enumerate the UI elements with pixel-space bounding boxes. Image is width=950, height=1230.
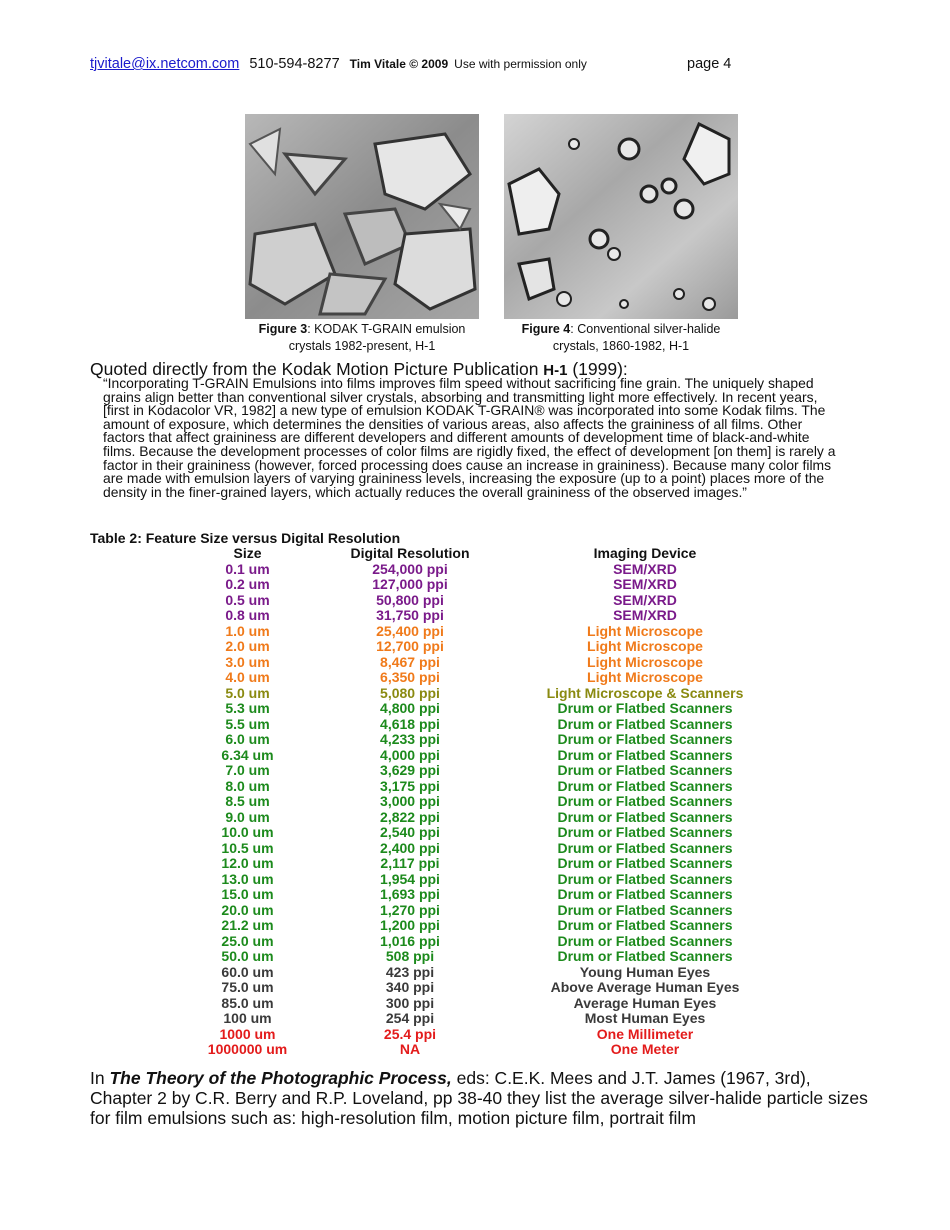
cell-resolution: 340 ppi xyxy=(385,979,435,995)
header-size: Size xyxy=(233,545,262,561)
cell-resolution: 1,270 ppi xyxy=(380,901,440,918)
cell-device: Drum or Flatbed Scanners xyxy=(557,901,733,918)
cell-device: Drum or Flatbed Scanners xyxy=(557,715,733,732)
cell-size: 75.0 um xyxy=(221,979,274,995)
table-header-row xyxy=(200,546,765,562)
quote-intro-year: (1999): xyxy=(567,359,628,379)
table-row xyxy=(200,965,765,981)
cell-resolution: 25.4 ppi xyxy=(383,1025,437,1042)
figure-3-label: Figure 3 xyxy=(258,322,308,336)
figure-4 xyxy=(504,114,738,355)
table-caption: Table 2: Feature Size versus Digital Resolution xyxy=(90,530,401,546)
cell-device: SEM/XRD xyxy=(613,607,677,623)
table-row xyxy=(200,655,765,671)
table-row xyxy=(200,872,765,888)
cell-resolution: 254 ppi xyxy=(385,1010,435,1026)
cell-resolution: 2,117 ppi xyxy=(380,855,440,871)
cell-device: Drum or Flatbed Scanners xyxy=(557,777,733,794)
cell-size: 5.0 um xyxy=(225,684,270,701)
quote-intro-text: Quoted directly from the Kodak Motion Picture Publication xyxy=(90,359,544,379)
resolution-table xyxy=(200,546,765,1058)
table-row xyxy=(200,887,765,903)
table-row xyxy=(200,810,765,826)
cell-resolution: 2,400 ppi xyxy=(380,839,440,856)
cell-resolution: 4,000 ppi xyxy=(380,746,440,763)
cell-device: Light Microscope xyxy=(587,669,703,685)
cell-resolution: 25,400 ppi xyxy=(376,622,444,639)
cell-resolution: 1,693 ppi xyxy=(380,886,440,902)
cell-resolution: 423 ppi xyxy=(385,963,435,980)
cell-resolution: 3,175 ppi xyxy=(380,777,440,794)
table-row xyxy=(200,639,765,655)
cell-resolution: 5,080 ppi xyxy=(380,684,440,701)
cell-size: 5.5 um xyxy=(225,715,270,732)
table-row xyxy=(200,779,765,795)
table-row xyxy=(200,562,765,578)
page-header xyxy=(90,56,770,76)
table-row xyxy=(200,949,765,965)
cell-device: SEM/XRD xyxy=(613,591,677,608)
cell-device: Drum or Flatbed Scanners xyxy=(557,793,733,809)
cell-device: Drum or Flatbed Scanners xyxy=(557,917,733,933)
email-link[interactable]: tjvitale@ix.netcom.com xyxy=(90,56,240,72)
quote-intro-publication: H-1 xyxy=(543,362,568,379)
kodak-quote: “Incorporating T-GRAIN Emulsions into films improves film speed without sacrificing fine grain. The uniquely shaped grains align better than conventional silver crystals, absorbing and transmitting light more effectively. In recent years, [first in Kodacolor VR, 1982] a new type of emulsion KODAK T-GRAIN® was incorporated into some Kodak films. The amount of exposure, which determines the densities of various areas, also affects the graininess of all films. Other factors that affect graininess are different developers and different amounts of development time of black-and-white films. Because the development processes of color films are rigidly fixed, the effect of development [on them] is rarely a factor in their graininess (however, forced processing does cause an increase in graininess). Because many color films are made with emulsion layers of varying graininess levels, increasing the exposure (up to a point) places more of the density in the finer-grained layers, which actually reduces the overall graininess of the observed images.” xyxy=(103,375,836,500)
cell-resolution: 3,629 ppi xyxy=(380,762,440,778)
cell-device: Light Microscope & Scanners xyxy=(546,684,744,701)
figure-4-caption xyxy=(504,321,738,355)
cell-device: One Millimeter xyxy=(596,1025,694,1042)
permission-note: Use with permission only xyxy=(454,57,587,71)
table-row xyxy=(200,934,765,950)
cell-resolution: 1,200 ppi xyxy=(380,917,440,933)
cell-device: Drum or Flatbed Scanners xyxy=(557,746,733,763)
phone-number: 510-594-8277 xyxy=(249,56,340,72)
cell-size: 25.0 um xyxy=(221,932,274,949)
cell-size: 0.5 um xyxy=(225,591,270,608)
figure-3-caption-line1: : KODAK T-GRAIN emulsion xyxy=(307,322,466,336)
cell-size: 8.5 um xyxy=(225,793,270,809)
cell-resolution: 127,000 ppi xyxy=(372,576,448,592)
table-row xyxy=(200,732,765,748)
cell-size: 1000 um xyxy=(219,1025,276,1042)
page-number: page 4 xyxy=(687,56,732,72)
cell-size: 2.0 um xyxy=(225,638,270,654)
cell-size: 60.0 um xyxy=(221,963,274,980)
figure-3-caption xyxy=(245,321,479,355)
t-grain-crystals-photo xyxy=(245,114,479,319)
cell-resolution: 50,800 ppi xyxy=(376,591,444,608)
cell-size: 0.2 um xyxy=(225,576,270,592)
table-row xyxy=(200,1011,765,1027)
table-row xyxy=(200,763,765,779)
table-row xyxy=(200,980,765,996)
cell-size: 50.0 um xyxy=(221,948,274,964)
table-row xyxy=(200,748,765,764)
header-resolution: Digital Resolution xyxy=(350,545,470,561)
table-row xyxy=(200,593,765,609)
cell-resolution: 3,000 ppi xyxy=(380,793,440,809)
cell-resolution: 2,822 ppi xyxy=(380,808,440,825)
cell-resolution: 2,540 ppi xyxy=(380,824,440,840)
cell-device: Drum or Flatbed Scanners xyxy=(557,731,733,747)
cell-resolution: 300 ppi xyxy=(385,994,435,1011)
cell-device: Drum or Flatbed Scanners xyxy=(557,932,733,949)
table-row xyxy=(200,903,765,919)
cell-device: Drum or Flatbed Scanners xyxy=(557,700,733,716)
cell-device: Drum or Flatbed Scanners xyxy=(557,948,733,964)
cell-device: SEM/XRD xyxy=(613,576,677,592)
body-paragraph xyxy=(90,1068,870,1128)
cell-device: One Meter xyxy=(610,1041,680,1057)
cell-device: Average Human Eyes xyxy=(573,994,717,1011)
table-row xyxy=(200,856,765,872)
book-title: The Theory of the Photographic Process, xyxy=(109,1068,452,1088)
cell-resolution: 4,618 ppi xyxy=(380,715,440,732)
cell-device: Drum or Flatbed Scanners xyxy=(557,839,733,856)
cell-device: Drum or Flatbed Scanners xyxy=(557,762,733,778)
cell-size: 9.0 um xyxy=(225,808,270,825)
cell-size: 1000000 um xyxy=(207,1041,288,1057)
cell-device: Drum or Flatbed Scanners xyxy=(557,824,733,840)
cell-size: 13.0 um xyxy=(221,870,274,887)
cell-device: Light Microscope xyxy=(587,653,703,670)
table-body xyxy=(200,562,765,1058)
cell-device: Drum or Flatbed Scanners xyxy=(557,855,733,871)
header-device: Imaging Device xyxy=(593,545,697,561)
cell-resolution: 12,700 ppi xyxy=(376,638,444,654)
table-row xyxy=(200,577,765,593)
cell-size: 12.0 um xyxy=(221,855,274,871)
cell-device: Most Human Eyes xyxy=(584,1010,706,1026)
figure-3-caption-line2: crystals 1982-present, H-1 xyxy=(288,339,436,353)
figure-4-caption-line1: : Conventional silver-halide xyxy=(570,322,721,336)
table-row xyxy=(200,794,765,810)
cell-resolution: 1,016 ppi xyxy=(380,932,440,949)
cell-size: 100 um xyxy=(223,1010,272,1026)
paragraph-rest: eds: C.E.K. Mees and J.T. James (1967, 3rd), Chapter 2 by C.R. Berry and R.P. Loveland, pp 38-40 they list the average silver-halide particle sizes for film emulsions such as: high-resolution film, motion picture film, portrait film xyxy=(90,1068,868,1128)
cell-size: 6.0 um xyxy=(225,731,270,747)
cell-device: Light Microscope xyxy=(587,638,703,654)
cell-size: 0.8 um xyxy=(225,607,270,623)
cell-size: 1.0 um xyxy=(225,622,270,639)
conventional-crystals-photo xyxy=(504,114,738,319)
table-row xyxy=(200,918,765,934)
cell-size: 20.0 um xyxy=(221,901,274,918)
table-row xyxy=(200,1042,765,1058)
table-row xyxy=(200,1027,765,1043)
table-row xyxy=(200,701,765,717)
cell-size: 6.34 um xyxy=(221,746,274,763)
table-row xyxy=(200,841,765,857)
cell-device: Light Microscope xyxy=(587,622,703,639)
cell-resolution: 508 ppi xyxy=(385,948,435,964)
cell-resolution: 8,467 ppi xyxy=(380,653,440,670)
table-row xyxy=(200,996,765,1012)
table-row xyxy=(200,624,765,640)
cell-size: 3.0 um xyxy=(225,653,270,670)
cell-device: Drum or Flatbed Scanners xyxy=(557,870,733,887)
cell-size: 8.0 um xyxy=(225,777,270,794)
cell-device: Above Average Human Eyes xyxy=(550,979,740,995)
paragraph-start: In xyxy=(90,1068,110,1088)
cell-size: 15.0 um xyxy=(221,886,274,902)
cell-size: 10.5 um xyxy=(221,839,274,856)
cell-device: Young Human Eyes xyxy=(579,963,711,980)
figure-4-caption-line2: crystals, 1860-1982, H-1 xyxy=(552,339,690,353)
cell-resolution: 31,750 ppi xyxy=(376,607,444,623)
table-row xyxy=(200,825,765,841)
cell-size: 5.3 um xyxy=(225,700,270,716)
cell-device: SEM/XRD xyxy=(613,560,677,577)
cell-size: 7.0 um xyxy=(225,762,270,778)
cell-size: 85.0 um xyxy=(221,994,274,1011)
cell-resolution: 4,800 ppi xyxy=(380,700,440,716)
table-row xyxy=(200,686,765,702)
cell-resolution: NA xyxy=(399,1041,421,1057)
cell-size: 0.1 um xyxy=(225,560,270,577)
table-row xyxy=(200,608,765,624)
cell-device: Drum or Flatbed Scanners xyxy=(557,808,733,825)
cell-size: 4.0 um xyxy=(225,669,270,685)
cell-size: 10.0 um xyxy=(221,824,274,840)
cell-resolution: 1,954 ppi xyxy=(380,870,440,887)
author-copyright: Tim Vitale © 2009 xyxy=(349,57,449,71)
figure-3 xyxy=(245,114,479,355)
cell-resolution: 6,350 ppi xyxy=(380,669,440,685)
table-row xyxy=(200,670,765,686)
cell-resolution: 4,233 ppi xyxy=(380,731,440,747)
cell-resolution: 254,000 ppi xyxy=(372,560,448,577)
figure-4-label: Figure 4 xyxy=(521,322,571,336)
cell-size: 21.2 um xyxy=(221,917,274,933)
table-row xyxy=(200,717,765,733)
cell-device: Drum or Flatbed Scanners xyxy=(557,886,733,902)
